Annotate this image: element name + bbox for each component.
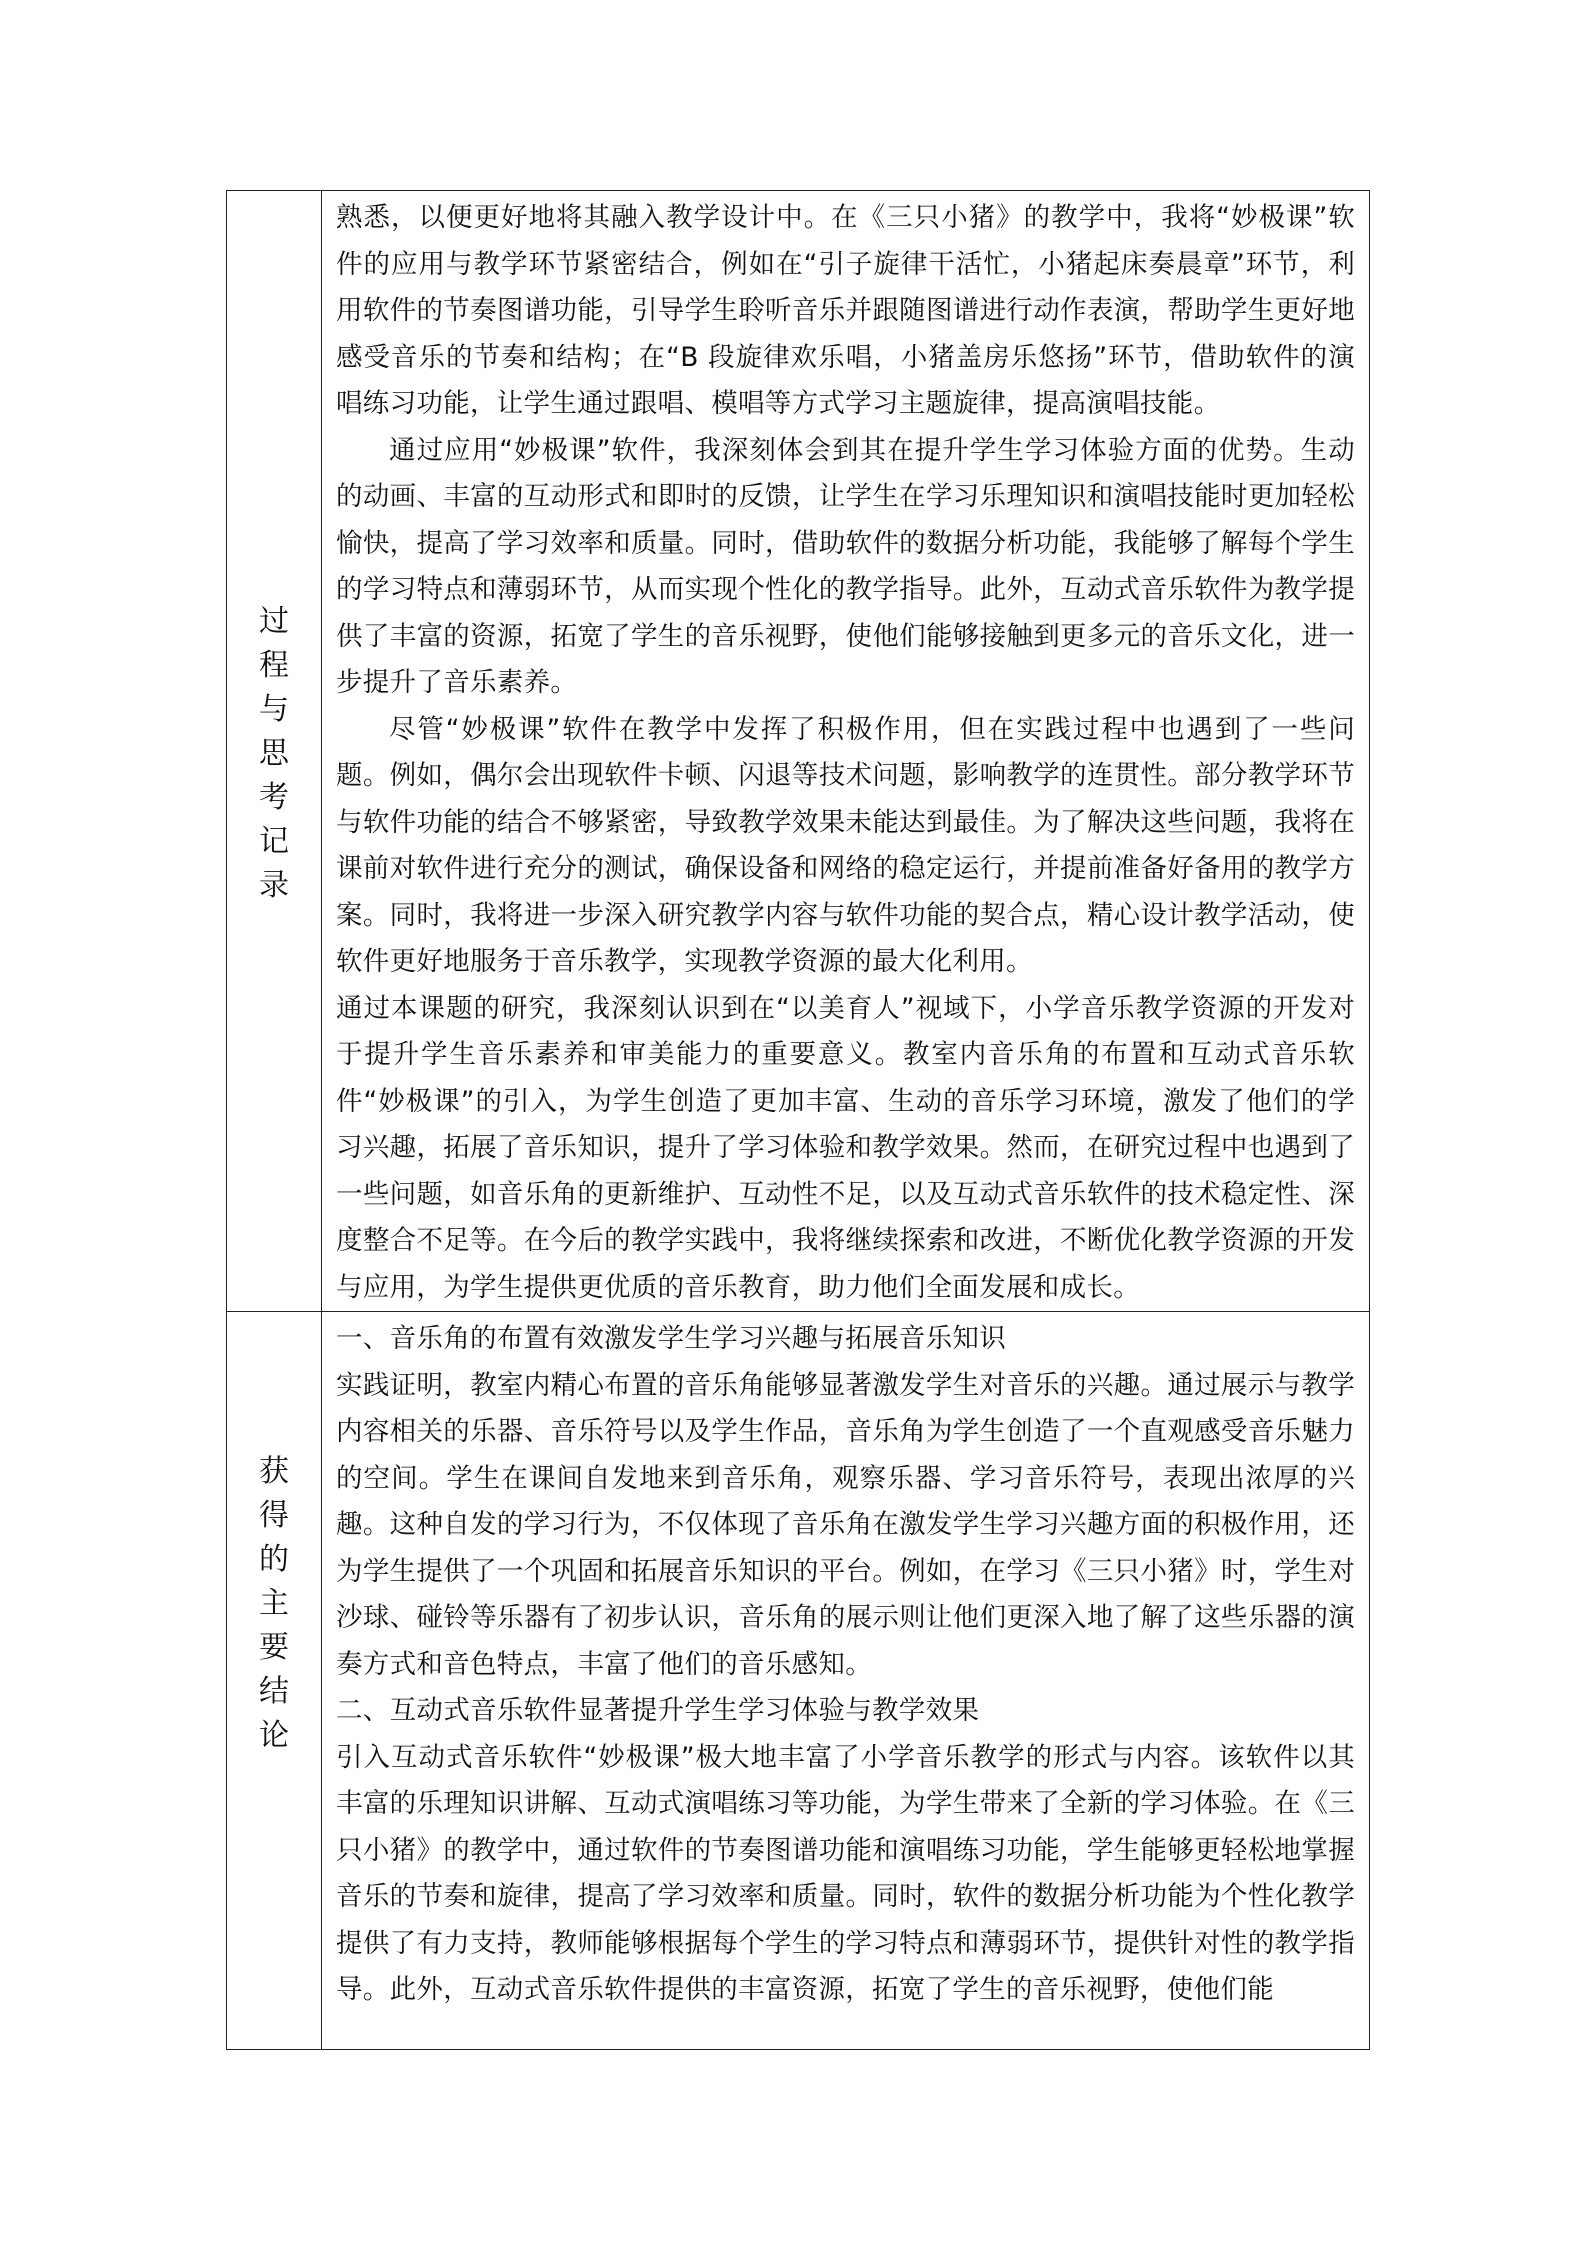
conclusion-label-cell bbox=[227, 1312, 322, 2050]
label-wrap bbox=[227, 1312, 321, 2045]
process-label-cell bbox=[227, 191, 322, 1312]
section-heading: 二、互动式音乐软件显著提升学生学习体验与教学效果 bbox=[336, 1695, 980, 1726]
paragraph: 尽管“妙极课”软件在教学中发挥了积极作用，但在实践过程中也遇到了一些问题。例如，偶尔会出现软件卡顿、闪退等技术问题，影响教学的连贯性。部分教学环节与软件功能的结合不够紧密，导致教学效果未能达到最佳。为了解决这些问题，我将在课前对软件进行充分的测试，确保设备和网络的稳定运行，并提前准备好备用的教学方案。同时，我将进一步深入研究教学内容与软件功能的契合点，精心设计教学活动，使软件更好地服务于音乐教学，实现教学资源的最大化利用。 bbox=[336, 713, 1355, 977]
row-label-conclusion: 获得的主要结论 bbox=[259, 1453, 289, 1753]
paragraph: 引入互动式音乐软件“妙极课”极大地丰富了小学音乐教学的形式与内容。该软件以其丰富的乐理知识讲解、互动式演唱练习等功能，为学生带来了全新的学习体验。在《三只小猪》的教学中，通过软件的节奏图谱功能和演唱练习功能，学生能够更轻松地掌握音乐的节奏和旋律，提高了学习效率和质量。同时，软件的数据分析功能为个性化教学提供了有力支持，教师能够根据每个学生的学习特点和薄弱环节，提供针对性的教学指导。此外，互动式音乐软件提供的丰富资源，拓宽了学生的音乐视野，使他们能 bbox=[336, 1741, 1355, 2005]
row-label-process: 过程与思考记录 bbox=[259, 604, 289, 903]
paragraph: 通过应用“妙极课”软件，我深刻体会到其在提升学生学习体验方面的优势。生动的动画、丰富的互动形式和即时的反馈，让学生在学习乐理知识和演唱技能时更加轻松愉快，提高了学习效率和质量。同时，借助软件的数据分析功能，我能够了解每个学生的学习特点和薄弱环节，从而实现个性化的教学指导。此外，互动式音乐软件为教学提供了丰富的资源，拓宽了学生的音乐视野，使他们能够接触到更多元的音乐文化，进一步提升了音乐素养。 bbox=[336, 434, 1355, 698]
conclusion-row bbox=[227, 1312, 1370, 2050]
paragraph: 熟悉，以便更好地将其融入教学设计中。在《三只小猪》的教学中，我将“妙极课”软件的应用与教学环节紧密结合，例如在“引子旋律干活忙，小猪起床奏晨章”环节，利用软件的节奏图谱功能，引导学生聆听音乐并跟随图谱进行动作表演，帮助学生更好地感受音乐的节奏和结构；在“B 段旋律欢乐唱，小猪盖房乐悠扬”环节，借助软件的演唱练习功能，让学生通过跟唱、模唱等方式学习主题旋律，提高演唱技能。 bbox=[336, 202, 1355, 419]
record-table bbox=[226, 190, 1370, 2050]
section-heading: 一、音乐角的布置有效激发学生学习兴趣与拓展音乐知识 bbox=[336, 1323, 1006, 1354]
paragraph: 通过本课题的研究，我深刻认识到在“以美育人”视域下，小学音乐教学资源的开发对于提升学生音乐素养和审美能力的重要意义。教室内音乐角的布置和互动式音乐软件“妙极课”的引入，为学生创造了更加丰富、生动的音乐学习环境，激发了他们的学习兴趣，拓展了音乐知识，提升了学习体验和教学效果。然而，在研究过程中也遇到了一些问题，如音乐角的更新维护、互动性不足，以及互动式音乐软件的技术稳定性、深度整合不足等。在今后的教学实践中，我将继续探索和改进，不断优化教学资源的开发与应用，为学生提供更优质的音乐教育，助力他们全面发展和成长。 bbox=[336, 992, 1355, 1303]
label-wrap bbox=[227, 191, 321, 1307]
conclusion-content-cell bbox=[322, 1312, 1370, 2050]
paragraph: 实践证明，教室内精心布置的音乐角能够显著激发学生对音乐的兴趣。通过展示与教学内容相关的乐器、音乐符号以及学生作品，音乐角为学生创造了一个直观感受音乐魅力的空间。学生在课间自发地来到音乐角，观察乐器、学习音乐符号，表现出浓厚的兴趣。这种自发的学习行为，不仅体现了音乐角在激发学生学习兴趣方面的积极作用，还为学生提供了一个巩固和拓展音乐知识的平台。例如，在学习《三只小猪》时，学生对沙球、碰铃等乐器有了初步认识，音乐角的展示则让他们更深入地了解了这些乐器的演奏方式和音色特点，丰富了他们的音乐感知。 bbox=[336, 1369, 1355, 1680]
process-content-cell bbox=[322, 191, 1370, 1312]
process-row bbox=[227, 191, 1370, 1312]
